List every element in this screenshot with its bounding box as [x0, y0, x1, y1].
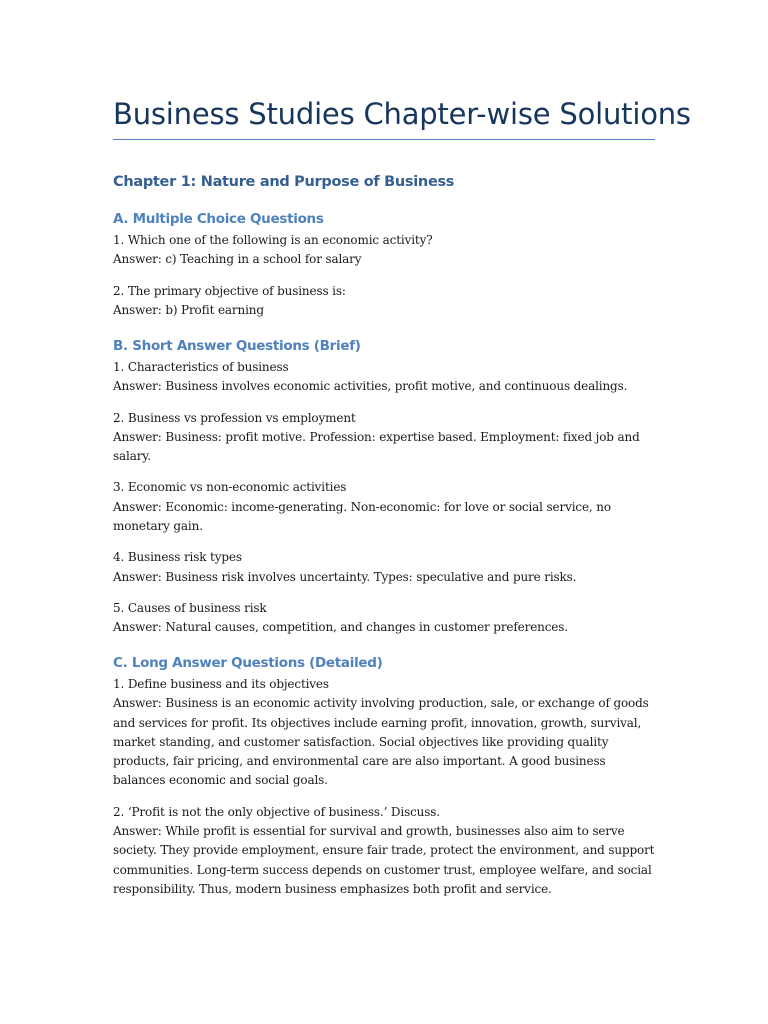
- question-text: 2. Business vs profession vs employment: [113, 410, 356, 425]
- question-answer-item: [113, 599, 655, 638]
- question-text: 4. Business risk types: [113, 550, 242, 565]
- question-answer-item: [113, 409, 655, 467]
- section-short-answer: [113, 335, 655, 650]
- question-text: 1. Characteristics of business: [113, 360, 289, 374]
- answer-text: Answer: b) Profit earning: [113, 302, 264, 317]
- question-text: 2. The primary objective of business is:: [113, 283, 346, 298]
- question-answer-item: [113, 282, 655, 321]
- document-title: Business Studies Chapter-wise Solutions: [113, 97, 691, 131]
- question-text: 2. ‘Profit is not the only objective of business.’ Discuss.: [113, 804, 440, 819]
- answer-text: Answer: Business: profit motive. Profession: expertise based. Employment: fixed job and salary.: [113, 429, 640, 464]
- question-text: 1. Which one of the following is an economic activity?: [113, 233, 433, 247]
- answer-text: Answer: Economic: income-generating. Non-economic: for love or social service, no monetary gain.: [113, 499, 611, 534]
- section-heading: B. Short Answer Questions (Brief): [113, 338, 361, 354]
- question-text: 1. Define business and its objectives: [113, 677, 329, 691]
- section-heading: C. Long Answer Questions (Detailed): [113, 655, 383, 671]
- title-underline: [113, 139, 655, 140]
- question-answer-item: [113, 358, 655, 397]
- answer-text: Answer: Business involves economic activities, profit motive, and continuous dealings.: [113, 379, 628, 394]
- answer-text: Answer: c) Teaching in a school for salary: [113, 252, 362, 267]
- answer-text: Answer: While profit is essential for survival and growth, businesses also aim to serve society. They provide employment, ensure fair trade, protect the environment, and support communities. Long-term success depends on customer trust, employee welfare, and social responsibility. Thus, modern business emphasizes both profit and service.: [113, 824, 655, 896]
- answer-text: Answer: Natural causes, competition, and changes in customer preferences.: [113, 620, 568, 635]
- question-answer-item: [113, 478, 655, 536]
- section-heading: A. Multiple Choice Questions: [113, 211, 324, 227]
- chapter-heading: Chapter 1: Nature and Purpose of Business: [113, 174, 455, 190]
- question-answer-item: [113, 675, 655, 791]
- answer-text: Answer: Business risk involves uncertainty. Types: speculative and pure risks.: [113, 569, 577, 584]
- question-text: 3. Economic vs non-economic activities: [113, 480, 347, 495]
- question-answer-item: [113, 231, 655, 270]
- question-text: 5. Causes of business risk: [113, 600, 267, 615]
- question-answer-item: [113, 548, 655, 587]
- section-long-answer: [113, 652, 655, 911]
- question-answer-item: [113, 803, 655, 899]
- section-multiple-choice: [113, 208, 655, 332]
- answer-text: Answer: Business is an economic activity involving production, sale, or exchange of goods and services for profit. Its objectives include earning profit, innovation, growth, survival, market standing, and customer satisfaction. Social objectives like providing quality products, fair pricing, and environmental care are also important. A good business balances economic and social goals.: [113, 696, 649, 788]
